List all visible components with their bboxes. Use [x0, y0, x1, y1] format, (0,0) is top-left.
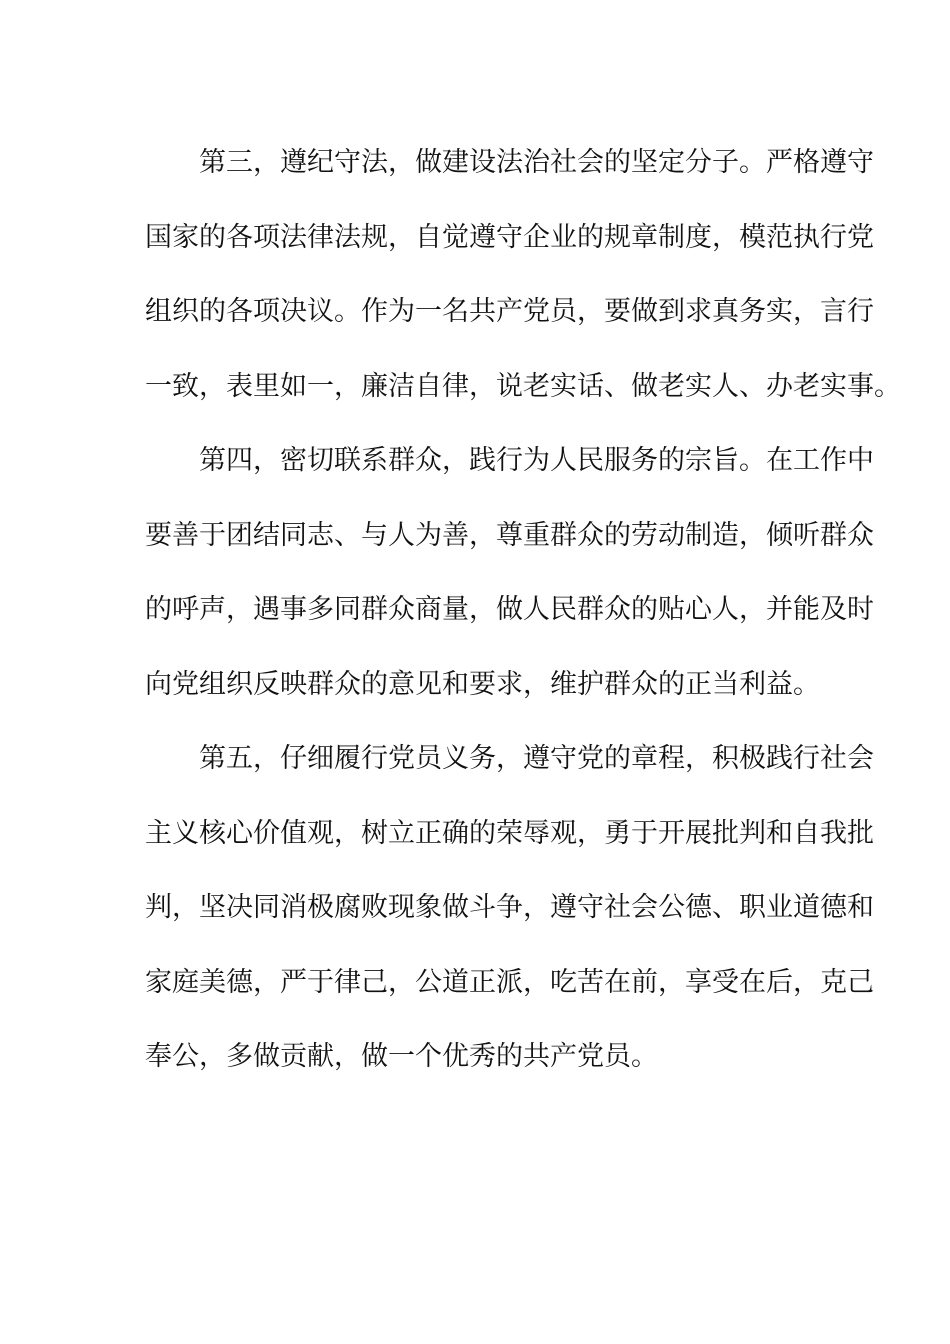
text-line: 要善于团结同志、与人为善，尊重群众的劳动制造，倾听群众 — [145, 519, 874, 551]
text-line: 的呼声，遇事多同群众商量，做人民群众的贴心人，并能及时 — [145, 594, 874, 625]
document-body — [145, 126, 901, 1095]
text-line: 向党组织反映群众的意见和要求，维护群众的正当利益。 — [145, 668, 820, 700]
text-line: 一致，表里如一，廉洁自律，说老实话、做老实人、办老实事。 — [145, 370, 901, 402]
text-line: 家庭美德，严于律己，公道正派，吃苦在前，享受在后，克己 — [145, 966, 874, 998]
text-line: 奉公，多做贡献，做一个优秀的共产党员。 — [145, 1041, 658, 1072]
text-line: 主义核心价值观，树立正确的荣辱观，勇于开展批判和自我批 — [145, 817, 874, 849]
text-line: 第四，密切联系群众，践行为人民服务的宗旨。在工作中 — [145, 445, 874, 476]
text-line: 第三，遵纪守法，做建设法治社会的坚定分子。严格遵守 — [145, 147, 874, 178]
text-line: 第五，仔细履行党员义务，遵守党的章程，积极践行社会 — [145, 743, 874, 774]
text-line: 国家的各项法律法规，自觉遵守企业的规章制度，模范执行党 — [145, 221, 874, 253]
text-line: 判，坚决同消极腐败现象做斗争，遵守社会公德、职业道德和 — [145, 892, 874, 923]
text-line: 组织的各项决议。作为一名共产党员，要做到求真务实，言行 — [145, 296, 874, 327]
